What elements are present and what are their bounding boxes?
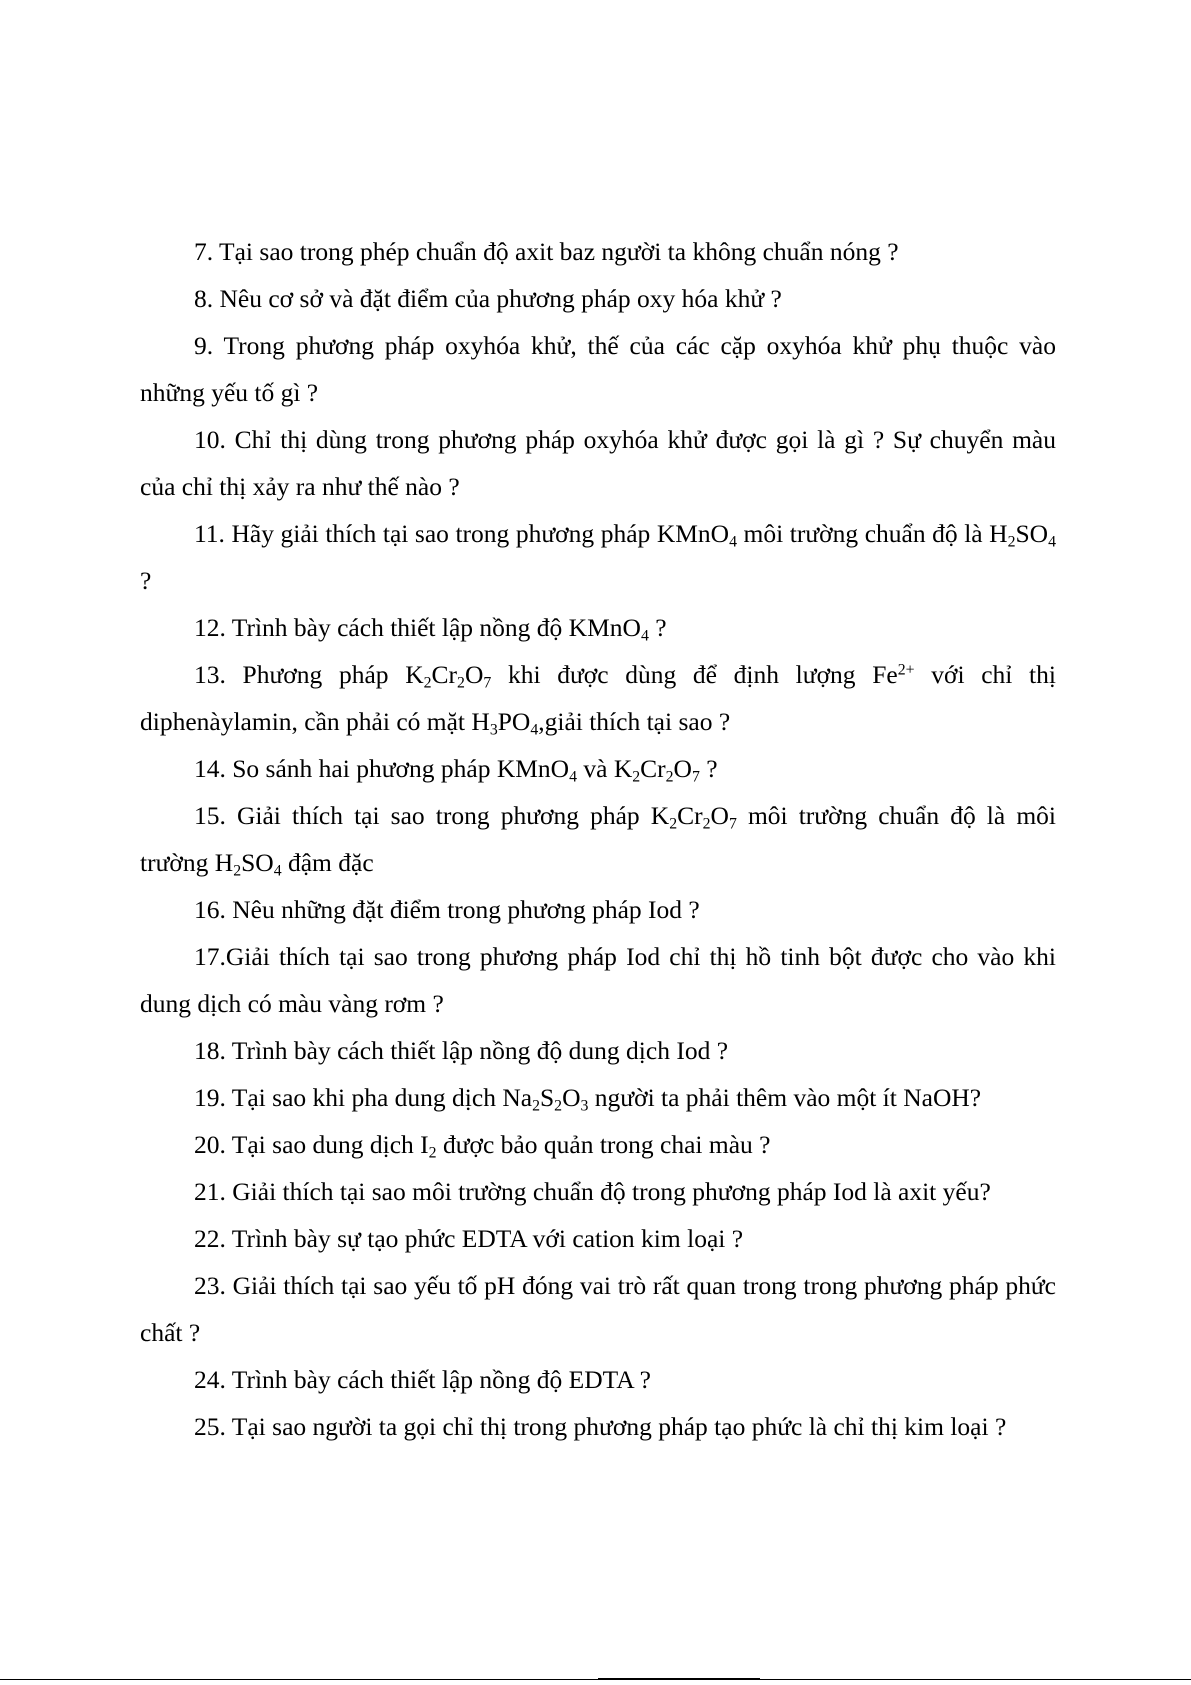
question-item xyxy=(140,886,1056,933)
superscript: 2+ xyxy=(897,661,915,679)
question-item xyxy=(140,416,1056,510)
question-text: Cr xyxy=(640,754,666,783)
question-text: 19. Tại sao khi pha dung dịch Na xyxy=(194,1083,533,1112)
subscript: 4 xyxy=(729,533,737,551)
subscript: 7 xyxy=(483,674,492,692)
subscript: 4 xyxy=(530,721,539,739)
question-text: 7. Tại sao trong phép chuẩn độ axit baz người ta không chuẩn nóng ? xyxy=(194,237,899,266)
question-text: S xyxy=(539,1083,555,1112)
question-item xyxy=(140,1074,1056,1121)
question-text: Cr xyxy=(431,660,458,689)
question-text: ,giải thích tại sao ? xyxy=(538,707,731,736)
question-item xyxy=(140,745,1056,792)
question-text: 15. Giải thích tại sao trong phương pháp K xyxy=(194,801,670,830)
question-item xyxy=(140,651,1056,745)
subscript: 2 xyxy=(669,815,678,833)
question-text: đậm đặc xyxy=(281,848,374,877)
question-text: 13. Phương pháp K xyxy=(194,660,424,689)
subscript: 4 xyxy=(569,768,577,786)
question-item xyxy=(140,1403,1056,1450)
question-text: 23. Giải thích tại sao yếu tố pH đóng vai trò rất quan trong trong phương pháp phức chất ? xyxy=(140,1271,1056,1347)
question-text: với chỉ thị diphenàylamin, cần phải có mặt H xyxy=(140,660,1056,736)
question-text: được bảo quản trong chai màu ? xyxy=(436,1130,771,1159)
subscript: 2 xyxy=(532,1097,540,1115)
question-text: SO xyxy=(1015,519,1049,548)
question-text: 12. Trình bày cách thiết lập nồng độ KMnO xyxy=(194,613,641,642)
question-text: 16. Nêu những đặt điểm trong phương pháp Iod ? xyxy=(194,895,700,924)
question-text: 8. Nêu cơ sở và đặt điểm của phương pháp oxy hóa khử ? xyxy=(194,284,782,313)
question-text: Cr xyxy=(677,801,703,830)
question-text: môi trường chuẩn độ là môi trường H xyxy=(140,801,1056,877)
question-text: 14. So sánh hai phương pháp KMnO xyxy=(194,754,570,783)
question-text: ? xyxy=(648,613,667,642)
question-text: môi trường chuẩn độ là H xyxy=(736,519,1008,548)
question-text: 21. Giải thích tại sao môi trường chuẩn độ trong phương pháp Iod là axit yếu? xyxy=(194,1177,991,1206)
question-item xyxy=(140,1262,1056,1356)
question-text: O xyxy=(710,801,729,830)
question-text: O xyxy=(562,1083,581,1112)
subscript: 2 xyxy=(1007,533,1016,551)
question-text: PO xyxy=(497,707,531,736)
question-text: 22. Trình bày sự tạo phức EDTA với cation kim loại ? xyxy=(194,1224,744,1253)
subscript: 2 xyxy=(702,815,711,833)
question-text: ? xyxy=(699,754,718,783)
question-item xyxy=(140,510,1056,604)
question-list xyxy=(140,228,1056,1450)
question-item xyxy=(140,1027,1056,1074)
subscript: 2 xyxy=(632,768,641,786)
question-item xyxy=(140,1215,1056,1262)
subscript: 2 xyxy=(665,768,674,786)
question-text: 20. Tại sao dung dịch I xyxy=(194,1130,429,1159)
question-item xyxy=(140,604,1056,651)
subscript: 2 xyxy=(233,862,242,880)
question-text: 9. Trong phương pháp oxyhóa khử, thế của các cặp oxyhóa khử phụ thuộc vào những yếu tố gì ? xyxy=(140,331,1056,407)
question-text: và K xyxy=(577,754,633,783)
subscript: 2 xyxy=(423,674,432,692)
question-text: 17.Giải thích tại sao trong phương pháp Iod chỉ thị hồ tinh bột được cho vào khi dung dịch có màu vàng rơm ? xyxy=(140,942,1056,1018)
question-text: 10. Chỉ thị dùng trong phương pháp oxyhóa khử được gọi là gì ? Sự chuyển màu của chỉ thị xảy ra như thế nào ? xyxy=(140,425,1056,501)
subscript: 2 xyxy=(457,674,465,692)
question-item xyxy=(140,322,1056,416)
footer-rule-accent xyxy=(598,1678,760,1680)
question-text: khi được dùng để định lượng Fe xyxy=(491,660,898,689)
question-text: 11. Hãy giải thích tại sao trong phương pháp KMnO xyxy=(194,519,730,548)
question-item xyxy=(140,1121,1056,1168)
subscript: 4 xyxy=(273,862,282,880)
subscript: 2 xyxy=(428,1144,437,1162)
question-text: O xyxy=(673,754,692,783)
question-item xyxy=(140,275,1056,322)
subscript: 4 xyxy=(640,627,649,645)
question-text: 18. Trình bày cách thiết lập nồng độ dung dịch Iod ? xyxy=(194,1036,729,1065)
subscript: 4 xyxy=(1048,533,1056,551)
question-item xyxy=(140,933,1056,1027)
question-text: SO xyxy=(241,848,274,877)
question-item xyxy=(140,1168,1056,1215)
question-text: 24. Trình bày cách thiết lập nồng độ EDTA ? xyxy=(194,1365,651,1394)
footer-rule xyxy=(0,1679,1191,1680)
subscript: 7 xyxy=(691,768,700,786)
subscript: 3 xyxy=(580,1097,589,1115)
subscript: 7 xyxy=(728,815,737,833)
question-text: ? xyxy=(140,566,152,595)
question-text: O xyxy=(464,660,484,689)
question-text: người ta phải thêm vào một ít NaOH? xyxy=(588,1083,982,1112)
question-item xyxy=(140,1356,1056,1403)
subscript: 2 xyxy=(554,1097,563,1115)
question-item xyxy=(140,228,1056,275)
question-text: 25. Tại sao người ta gọi chỉ thị trong phương pháp tạo phức là chỉ thị kim loại ? xyxy=(194,1412,1007,1441)
subscript: 3 xyxy=(489,721,498,739)
question-item xyxy=(140,792,1056,886)
